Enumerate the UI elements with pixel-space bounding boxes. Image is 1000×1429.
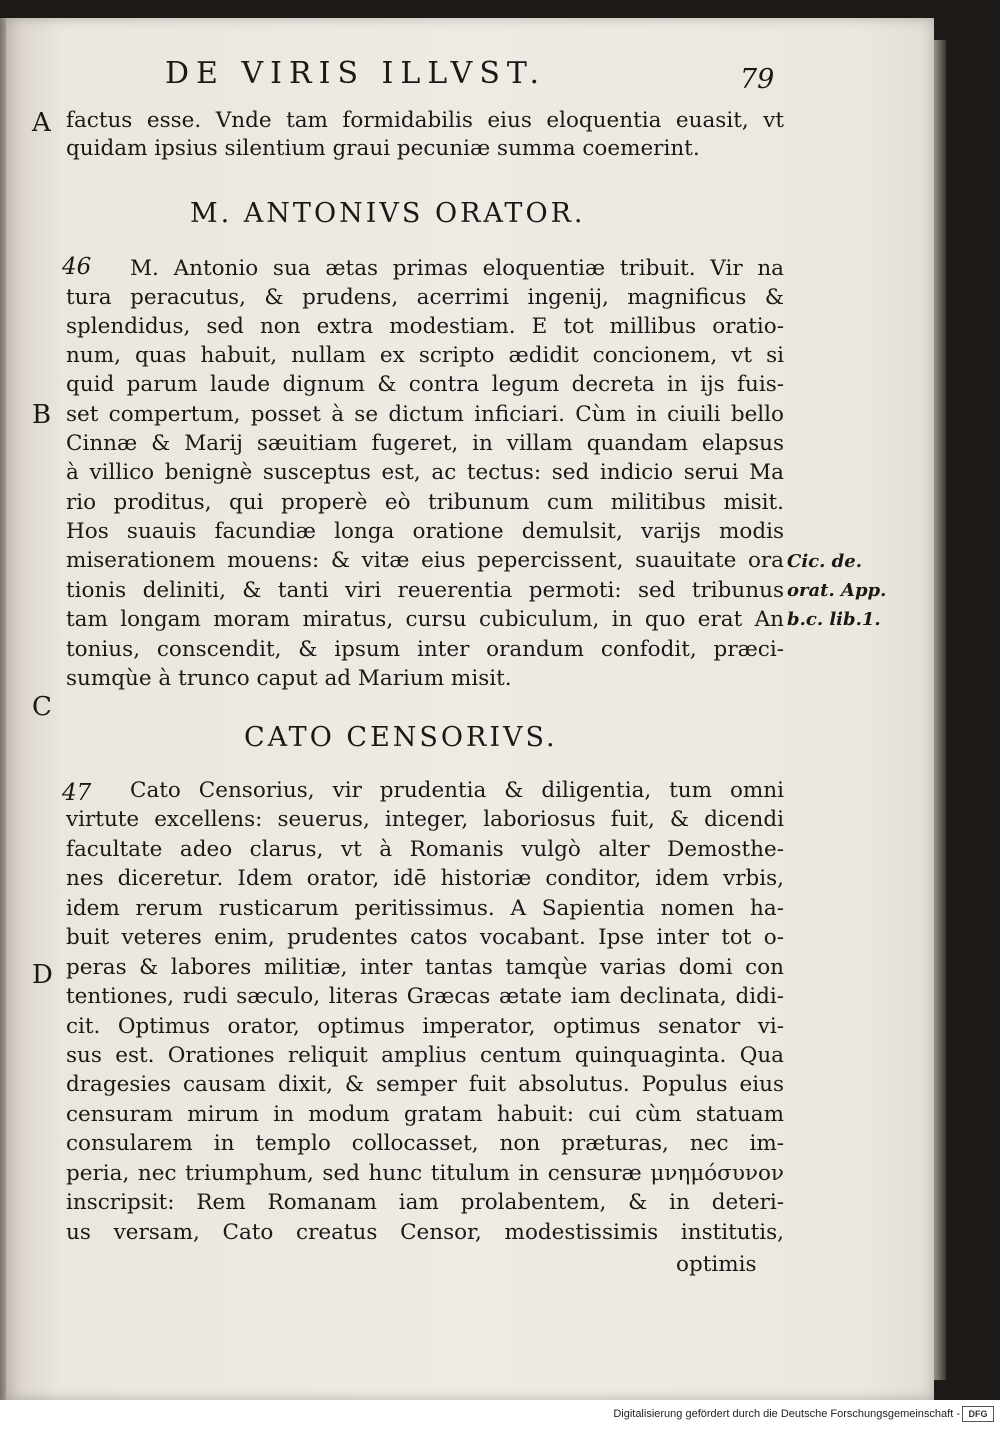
body-line: sus est. Orationes reliquit amplius centum quinquaginta. Qua: [66, 1043, 784, 1068]
sidenote-line: orat. App.: [787, 580, 887, 601]
catchword: optimis: [676, 1252, 757, 1277]
body-line: miserationem mouens: & vitæ eius pepercissent, suauitate ora: [66, 548, 784, 573]
intro-line: quidam ipsius silentium graui pecuniæ summa coemerint.: [66, 136, 700, 161]
body-line: peras & labores militiæ, inter tantas tamqùe varias domi con: [66, 955, 784, 980]
page-number: 79: [740, 64, 775, 95]
margin-letter-c: C: [32, 692, 52, 722]
body-line: peria, nec triumphum, sed hunc titulum in censuræ μνημόσυνον: [66, 1161, 784, 1186]
sidenote-line: b.c. lib.1.: [787, 609, 881, 630]
body-line: dragesies causam dixit, & semper fuit absolutus. Populus eius: [66, 1072, 784, 1097]
body-line: buit veteres enim, prudentes catos vocabant. Ipse inter tot o-: [66, 925, 784, 950]
body-line: tentiones, rudi sæculo, literas Græcas ætate iam declinata, didi-: [66, 984, 784, 1009]
body-line: tionis deliniti, & tanti viri reuerentia permoti: sed tribunus: [66, 578, 784, 603]
body-line: us versam, Cato creatus Censor, modestissimis institutis,: [66, 1220, 784, 1245]
body-line: rio proditus, qui properè eò tribunum cum militibus misit.: [66, 490, 784, 515]
paragraph-number-46: 46: [62, 254, 92, 280]
body-line: Cinnæ & Marij sæuitiam fugeret, in villam quandam elapsus: [66, 431, 784, 456]
body-line: Hos suauis facundiæ longa oratione demulsit, varijs modis: [66, 519, 784, 544]
body-line: sumqùe à trunco caput ad Marium misit.: [66, 666, 512, 691]
paragraph-number-47: 47: [62, 780, 92, 806]
section-title-antonius: M. ANTONIVS ORATOR.: [190, 198, 586, 229]
page-right-edge: [934, 40, 946, 1380]
body-line: M. Antonio sua ætas primas eloquentiæ tribuit. Vir na: [130, 256, 784, 281]
body-line: quid parum laude dignum & contra legum decreta in ijs fuis-: [66, 372, 784, 397]
section-title-cato: CATO CENSORIVS.: [244, 722, 558, 753]
body-line: nes diceretur. Idem orator, idē historiæ conditor, idem vrbis,: [66, 866, 784, 891]
body-line: inscripsit: Rem Romanam iam prolabentem, & in deteri-: [66, 1190, 784, 1215]
body-line: splendidus, sed non extra modestiam. E tot millibus oratio-: [66, 314, 784, 339]
body-line: tam longam moram miratus, cursu cubiculum, in quo erat An: [66, 607, 784, 632]
body-line: tonius, conscendit, & ipsum inter orandum confodit, præci-: [66, 637, 784, 662]
body-line: censuram mirum in modum gratam habuit: cui cùm statuam: [66, 1102, 784, 1127]
body-line: virtute excellens: seuerus, integer, laboriosus fuit, & dicendi: [66, 807, 784, 832]
margin-letter-d: D: [32, 960, 53, 990]
funding-notice: Digitalisierung gefördert durch die Deutsche Forschungsgemeinschaft -: [613, 1408, 960, 1420]
body-line: set compertum, posset à se dictum inficiari. Cùm in ciuili bello: [66, 402, 784, 427]
margin-letter-b: B: [32, 400, 52, 430]
body-line: consularem in templo collocasset, non præturas, nec im-: [66, 1131, 784, 1156]
margin-letter-a: A: [32, 108, 51, 138]
body-line: à villico benignè susceptus est, ac tectus: sed indicio serui Ma: [66, 460, 784, 485]
body-line: idem rerum rusticarum peritissimus. A Sapientia nomen ha-: [66, 896, 784, 921]
body-line: cit. Optimus orator, optimus imperator, optimus senator vi-: [66, 1014, 784, 1039]
body-line: tura peracutus, & prudens, acerrimi ingenij, magnificus &: [66, 285, 784, 310]
dfg-logo: DFG: [962, 1406, 994, 1422]
intro-line: factus esse. Vnde tam formidabilis eius eloquentia euasit, vt: [66, 108, 784, 133]
body-line: facultate adeo clarus, vt à Romanis vulgò alter Demosthe-: [66, 837, 784, 862]
sidenote-line: Cic. de.: [787, 551, 862, 572]
running-head: DE VIRIS ILLVST.: [165, 56, 547, 91]
body-line: Cato Censorius, vir prudentia & diligentia, tum omni: [130, 778, 784, 803]
footer-bar: [0, 1400, 1000, 1429]
body-line: num, quas habuit, nullam ex scripto ædidit concionem, vt si: [66, 343, 784, 368]
